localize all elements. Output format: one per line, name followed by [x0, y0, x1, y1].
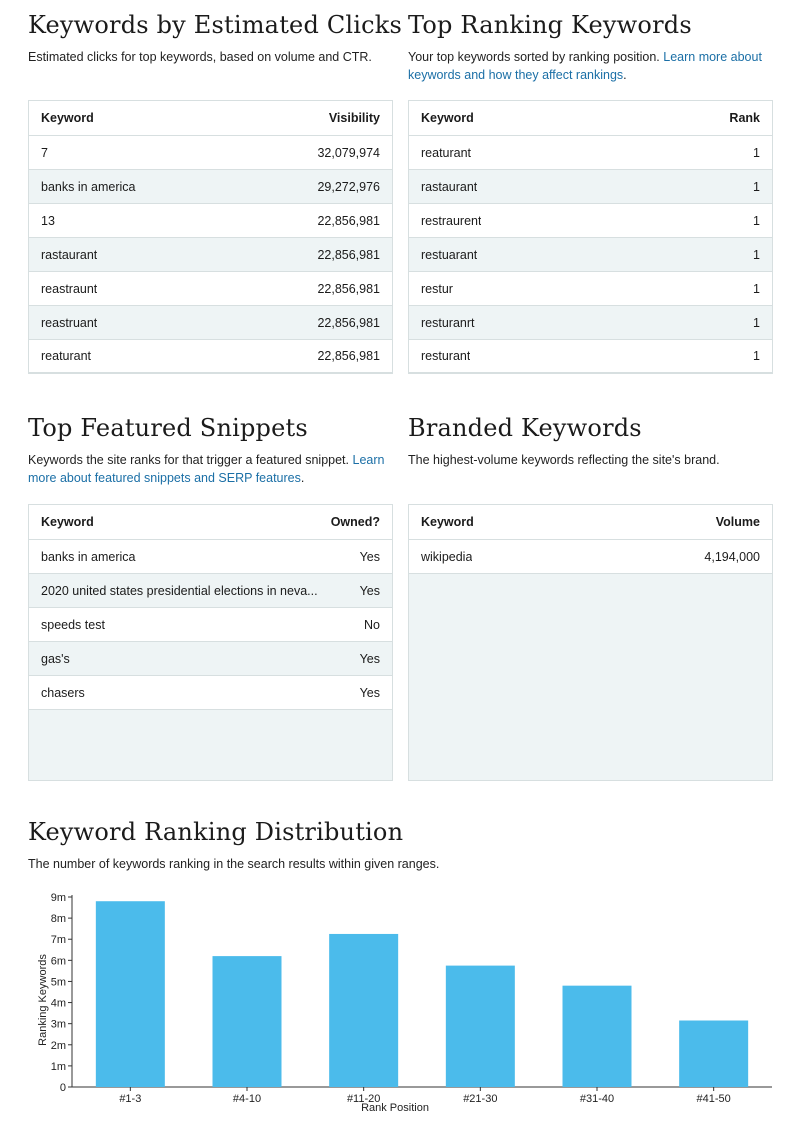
value-cell: 32,079,974: [317, 145, 380, 160]
table-row: [409, 271, 772, 305]
ranking-distribution-svg: [28, 880, 778, 1130]
y-tick-label: 6m: [50, 955, 66, 968]
value-cell: 1: [753, 281, 760, 296]
value-cell: Yes: [359, 685, 380, 700]
y-tick-label: 7m: [50, 934, 66, 947]
ranking-distribution-description: The number of keywords ranking in the search results within given ranges.: [28, 857, 440, 871]
y-tick-label: 9m: [50, 892, 66, 904]
keyword-cell: 13: [41, 213, 55, 228]
table-row: [29, 135, 392, 169]
value-cell: 22,856,981: [317, 281, 380, 296]
value-cell: 1: [753, 247, 760, 262]
keyword-cell: restur: [421, 281, 453, 296]
keyword-cell: 2020 united states presidential elections in neva...: [41, 583, 318, 598]
value-cell: 29,272,976: [317, 179, 380, 194]
keyword-cell: reastruant: [41, 315, 98, 330]
table-empty-area: [29, 709, 392, 780]
y-tick-label: 8m: [50, 913, 66, 926]
bar: [96, 901, 165, 1087]
x-tick-label: #21-30: [463, 1093, 498, 1105]
featured-snippets-description-text: Keywords the site ranks for that trigger a featured snippet.: [28, 453, 350, 467]
table-row: [29, 203, 392, 237]
keyword-cell: 7: [41, 145, 48, 160]
top-ranking-section: [408, 10, 773, 84]
table-row: [29, 539, 392, 573]
value-cell: 22,856,981: [317, 315, 380, 330]
y-tick-label: 5m: [50, 976, 66, 989]
keyword-cell: reaturant: [41, 349, 92, 363]
table-row: [29, 641, 392, 675]
value-cell: 4,194,000: [704, 549, 760, 564]
x-tick-label: #31-40: [579, 1093, 615, 1105]
keyword-cell: rastaurant: [41, 247, 98, 262]
x-tick-label: #1-3: [119, 1093, 142, 1105]
keyword-cell: restraurent: [421, 213, 482, 228]
value-cell: 1: [753, 349, 760, 363]
y-tick-label: 0: [59, 1082, 66, 1094]
table-row: [29, 607, 392, 641]
table-row: [29, 573, 392, 607]
table-row: [409, 169, 772, 203]
column-header-value[interactable]: Rank: [729, 111, 760, 125]
ranking-distribution-chart: [28, 880, 778, 1130]
table-header: [29, 101, 392, 135]
estimated-clicks-table: [28, 100, 393, 374]
table-row: [29, 169, 392, 203]
x-tick-label: #11-20: [346, 1093, 381, 1105]
y-tick-label: 3m: [50, 1018, 66, 1031]
y-tick-label: 4m: [50, 997, 66, 1010]
y-tick-label: 2m: [50, 1039, 66, 1052]
keyword-cell: reaturant: [421, 145, 472, 160]
top-ranking-table: [408, 100, 773, 374]
value-cell: 1: [753, 315, 760, 330]
x-tick-label: #4-10: [232, 1093, 262, 1105]
bar: [563, 986, 632, 1087]
table-row: [29, 675, 392, 709]
value-cell: 1: [753, 145, 760, 160]
value-cell: Yes: [359, 651, 380, 666]
ranking-distribution-section: [28, 817, 768, 873]
x-axis-title: Rank Position: [361, 1102, 429, 1114]
top-ranking-description: Your top keywords sorted by ranking position. Learn more about keywords and how they affect rankings.: [408, 50, 762, 82]
bar: [446, 966, 515, 1087]
table-row: [409, 339, 772, 373]
bar: [679, 1021, 748, 1088]
estimated-clicks-description: Estimated clicks for top keywords, based on volume and CTR.: [28, 50, 372, 64]
table-row: [29, 339, 392, 373]
x-tick-label: #41-50: [696, 1093, 731, 1105]
value-cell: 1: [753, 179, 760, 194]
table-header: [409, 505, 772, 539]
value-cell: Yes: [359, 583, 380, 598]
table-row: [409, 539, 772, 573]
branded-keywords-table: [408, 504, 773, 781]
column-header-keyword[interactable]: Keyword: [421, 111, 474, 125]
value-cell: 22,856,981: [317, 247, 380, 262]
y-tick-label: 1m: [50, 1060, 66, 1073]
featured-snippets-learn-more-link[interactable]: Learn more about featured snippets and SERP features: [28, 453, 385, 485]
keyword-cell: rastaurant: [421, 179, 478, 194]
keyword-cell: gas's: [41, 651, 70, 666]
branded-keywords-title: Branded Keywords: [408, 414, 642, 442]
table-row: [409, 135, 772, 169]
branded-keywords-section: [408, 413, 773, 469]
keyword-cell: banks in america: [41, 179, 136, 194]
column-header-value[interactable]: Visibility: [328, 111, 380, 125]
column-header-value[interactable]: Volume: [715, 515, 760, 529]
column-header-value[interactable]: Owned?: [330, 515, 380, 529]
featured-snippets-description: Keywords the site ranks for that trigger a featured snippet. Learn more about featured snippets and SERP features.: [28, 453, 385, 485]
table-row: [409, 305, 772, 339]
value-cell: 1: [753, 213, 760, 228]
table-header: [29, 505, 392, 539]
table-header: [409, 101, 772, 135]
keyword-cell: speeds test: [41, 617, 105, 632]
ranking-distribution-title: Keyword Ranking Distribution: [28, 818, 404, 846]
keyword-cell: reastraunt: [41, 281, 98, 296]
table-empty-area: [409, 573, 772, 780]
table-row: [409, 237, 772, 271]
keyword-cell: banks in america: [41, 549, 136, 564]
keyword-cell: resturanrt: [421, 315, 475, 330]
value-cell: Yes: [359, 549, 380, 564]
keyword-cell: chasers: [41, 685, 85, 700]
bar: [329, 934, 398, 1087]
keyword-cell: restuarant: [421, 247, 478, 262]
table-row: [409, 203, 772, 237]
top-ranking-title: Top Ranking Keywords: [408, 11, 692, 39]
table-row: [29, 237, 392, 271]
keyword-cell: wikipedia: [421, 549, 473, 564]
value-cell: No: [364, 617, 380, 632]
top-ranking-learn-more-link[interactable]: Learn more about keywords and how they affect rankings: [408, 50, 762, 82]
y-axis-title: Ranking Keywords: [37, 954, 49, 1046]
table-row: [29, 305, 392, 339]
bar: [213, 956, 282, 1087]
estimated-clicks-section: [28, 10, 403, 66]
column-header-keyword[interactable]: Keyword: [41, 515, 94, 529]
top-ranking-description-text: Your top keywords sorted by ranking position.: [408, 50, 660, 64]
featured-snippets-table: [28, 504, 393, 781]
value-cell: 22,856,981: [317, 349, 380, 363]
column-header-keyword[interactable]: Keyword: [421, 515, 474, 529]
branded-keywords-description: The highest-volume keywords reflecting the site's brand.: [408, 453, 720, 467]
column-header-keyword[interactable]: Keyword: [41, 111, 94, 125]
value-cell: 22,856,981: [317, 213, 380, 228]
estimated-clicks-title: Keywords by Estimated Clicks: [28, 11, 403, 39]
featured-snippets-title: Top Featured Snippets: [28, 414, 308, 442]
keyword-cell: resturant: [421, 349, 471, 363]
table-row: [29, 271, 392, 305]
featured-snippets-section: [28, 413, 393, 487]
